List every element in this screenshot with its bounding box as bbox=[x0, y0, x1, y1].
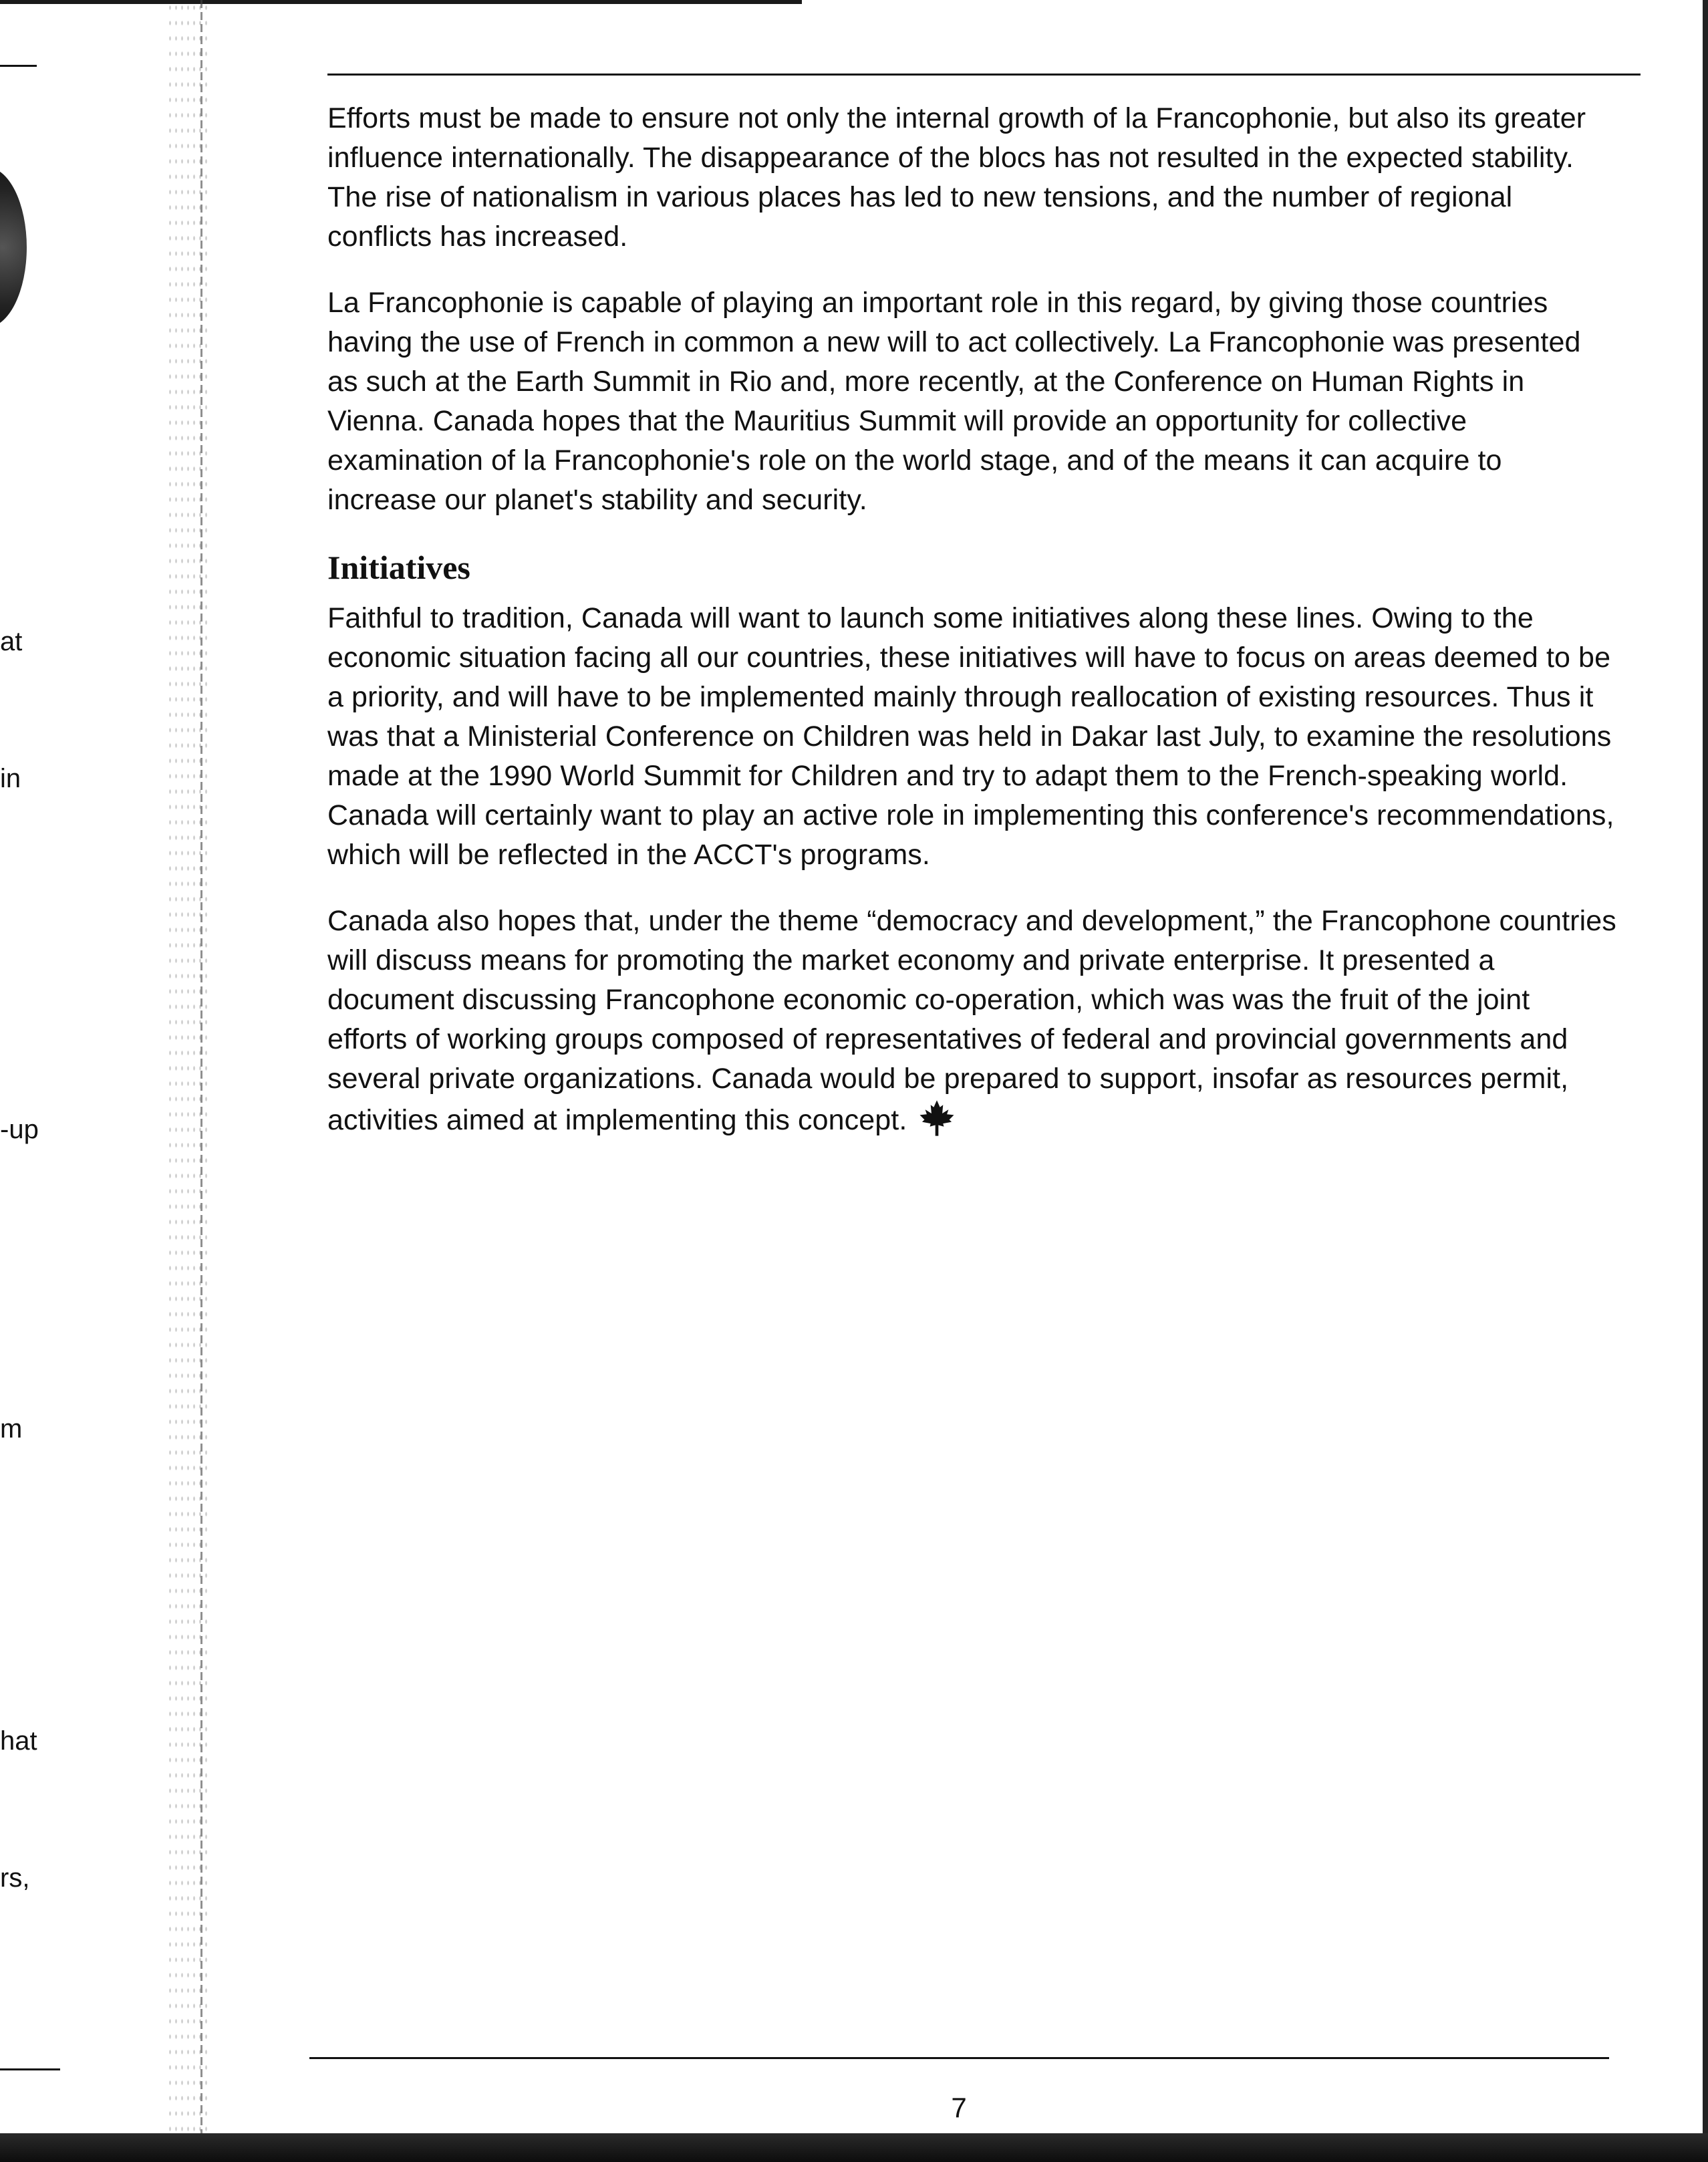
scan-edge-bottom bbox=[0, 2133, 1708, 2162]
maple-leaf-icon bbox=[917, 1099, 956, 1137]
page-number: 7 bbox=[951, 2092, 967, 2123]
adjacent-page-text-fragment: in bbox=[0, 764, 21, 793]
section-heading: Initiatives bbox=[327, 549, 470, 586]
adjacent-page-text-fragment: rs, bbox=[0, 1863, 30, 1893]
adjacent-page-text-fragment: hat bbox=[0, 1726, 37, 1756]
paragraph: Efforts must be made to ensure not only the internal growth of la Francophonie, but also its greater influence internationally. The disappearance of the blocs has not resulted in the expected stability. The rise of nationalism in various places has led to new tensions, and the number of regional conflicts has increased. bbox=[327, 102, 1586, 253]
paragraph: La Francophonie is capable of playing an important role in this regard, by giving those countries having the use of French in common a new will to act collectively. La Francophonie was presented as such at the Earth Summit in Rio and, more recently, at the Conference on Human Rights in Vienna. Canada hopes that the Mauritius Summit will provide an opportunity for collective examination of la Francophonie's role on the world stage, and of the means it can acquire to increase our planet's stability and security. bbox=[327, 287, 1581, 516]
body-text bbox=[327, 99, 1617, 1167]
paragraph bbox=[327, 902, 1617, 1140]
adjacent-page-rule bbox=[0, 65, 37, 67]
scan-edge-right bbox=[1703, 0, 1708, 2162]
adjacent-page-emblem bbox=[0, 167, 27, 327]
paragraph: Faithful to tradition, Canada will want to launch some initiatives along these lines. Owing to the economic situation facing all our countries, these initiatives will have to focus on areas deemed to be a priority, and will have to be implemented mainly through reallocation of existing resources. Thus it was that a Ministerial Conference on Children was held in Dakar last July, to examine the resolutions made at the 1990 World Summit for Children and try to adapt them to the French-speaking world. Canada will certainly want to play an active role in implementing this conference's recommendations, which will be reflected in the ACCT's programs. bbox=[327, 602, 1614, 871]
binding-gutter-line bbox=[200, 0, 202, 2162]
adjacent-page-text-fragment: -up bbox=[0, 1115, 39, 1144]
footer-rule bbox=[309, 2057, 1609, 2059]
paragraph-text: Canada also hopes that, under the theme “democracy and development,” the Francophone countries will discuss means for promoting the market economy and private enterprise. It presented a document discussing Francophone economic co-operation, which was was the fruit of the joint efforts of working groups composed of representatives of federal and provincial governments and several private organizations. Canada would be prepared to support, insofar as resources permit, activities aimed at implementing this concept. bbox=[327, 905, 1616, 1136]
adjacent-page-text-fragment: m bbox=[0, 1414, 23, 1444]
header-rule bbox=[327, 74, 1641, 76]
adjacent-page-rule bbox=[0, 2068, 60, 2070]
adjacent-page-text-fragment: at bbox=[0, 627, 23, 656]
